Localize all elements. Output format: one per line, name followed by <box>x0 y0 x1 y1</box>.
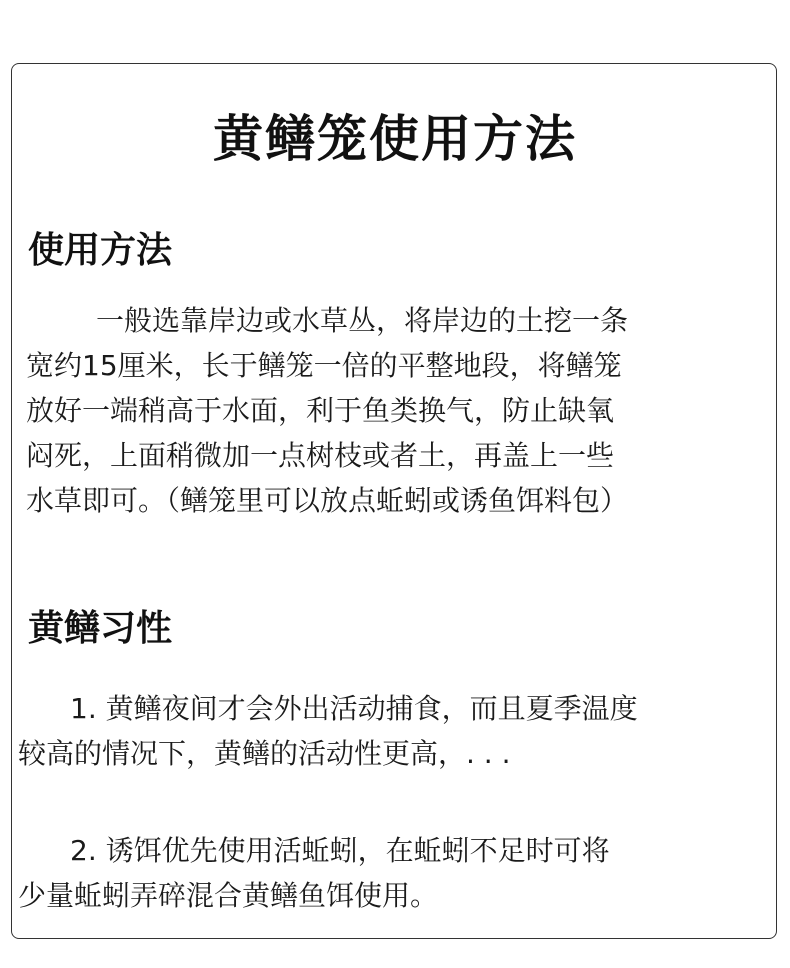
habit-line: 少量蚯蚓弄碎混合黄鳝鱼饵使用。 <box>18 879 439 912</box>
habit-line: 1. 黄鳝夜间才会外出活动捕食，而且夏季温度 <box>70 692 638 725</box>
usage-line: 闷死，上面稍微加一点树枝或者土，再盖上一些 <box>26 439 615 472</box>
habits-heading: 黄鳝习性 <box>28 607 173 649</box>
usage-heading: 使用方法 <box>28 229 173 271</box>
habit-item-2 <box>18 828 610 918</box>
usage-line: 放好一端稍高于水面，利于鱼类换气，防止缺氧 <box>26 394 615 427</box>
habit-line: 2. 诱饵优先使用活蚯蚓，在蚯蚓不足时可将 <box>70 834 610 867</box>
usage-line: 一般选靠岸边或水草丛，将岸边的土挖一条 <box>96 304 629 337</box>
usage-line: 宽约15厘米，长于鳝笼一倍的平整地段，将鳝笼 <box>26 349 622 382</box>
usage-paragraph <box>26 298 628 523</box>
usage-line: 水草即可。（鳝笼里可以放点蚯蚓或诱鱼饵料包） <box>26 484 629 517</box>
habit-line: 较高的情况下，黄鳝的活动性更高，. . . <box>18 737 511 770</box>
habit-item-1 <box>18 686 638 776</box>
page-title: 黄鳝笼使用方法 <box>213 109 577 168</box>
